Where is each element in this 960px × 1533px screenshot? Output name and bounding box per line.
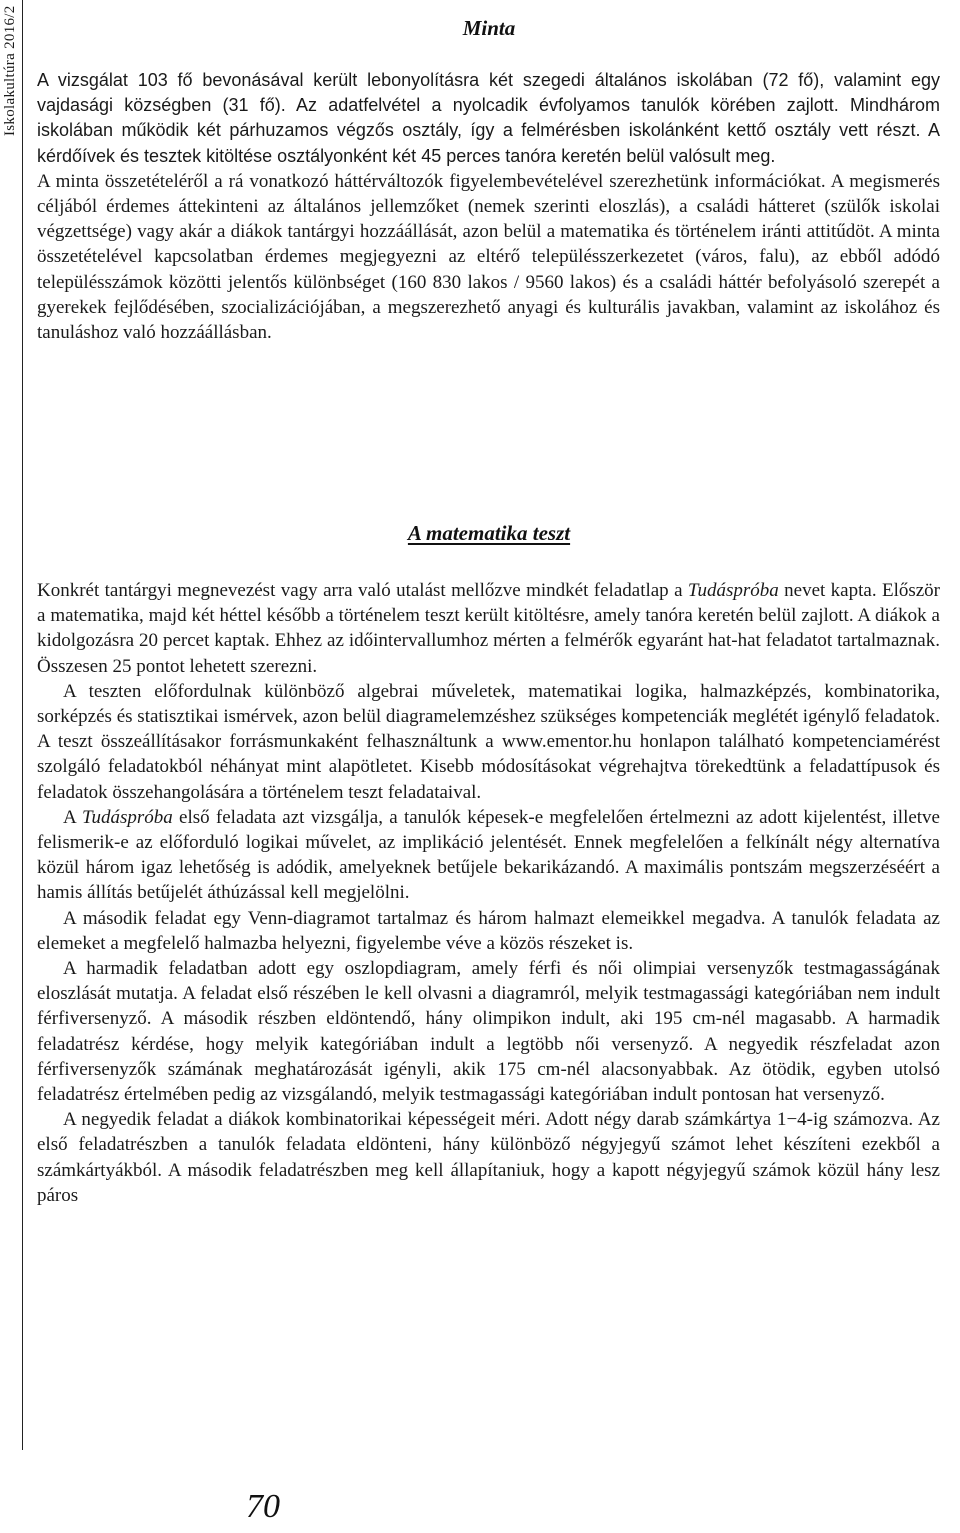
section-minta-body [37, 68, 940, 345]
test-name-italic: Tudáspróba [687, 580, 779, 601]
journal-label: Iskolakultúra 2016/2 [2, 5, 18, 136]
section-title-minta: Minta [462, 16, 516, 40]
paragraph-test-intro: Konkrét tantárgyi megnevezést vagy arra való utalást mellőzve mindkét feladatlap a Tudáspróba nevet kapta. Először a matematika, majd két héttel később a történelem teszt került kitöltésre, amely tanóra keretén belül zajlott. A diákok a kidolgozásra 20 percet kaptak. Ehhez az időintervallumhoz mérten a felmérők egyaránt hat-hat feladatot tartalmaznak. Összesen 25 pontot lehetett szerezni. [37, 580, 940, 677]
paragraph-task-4: A negyedik feladat a diákok kombinatorikai képességeit méri. Adott négy darab számkártya 1−4-ig számozva. Az első feladatrészben a tanulók feladata eldönteni, hány különböző négyjegyű számot lehet készíteni ezekből a számkártyákból. A második feladatrészben meg kell állapítaniuk, hogy a kapott négyjegyű számok közül hány lesz páros [37, 1109, 940, 1206]
paragraph-sample-description: A vizsgálat 103 fő bevonásával került lebonyolításra két szegedi általános iskolában (72 fő), valamint egy vajdasági községben (31 fő). Az adatfelvétel a nyolcadik évfolyamos tanulók körében zajlott. Mindhárom iskolában működik két párhuzamos végzős osztály, így a felmérésben iskolánként kettő osztály vett részt. A kérdőívek és tesztek kitöltése osztályonként két 45 perces tanóra keretén belül valósult meg. [37, 70, 940, 166]
page-number: 70 [246, 1488, 280, 1525]
section-math-test-body [37, 578, 940, 1208]
paragraph-task-2: A második feladat egy Venn-diagramot tartalmaz és három halmazt elemeikkel megadva. A tanulók feladata az elemeket a megfelelő halmazba helyezni, figyelembe véve a közös részeket is. [37, 907, 940, 954]
paragraph-test-content: A teszten előfordulnak különböző algebrai műveletek, matematikai logika, halmazképzés, kombinatorika, sorképzés és statisztikai ismérvek, azon belül diagramelemzéshez szükséges kompetenciák meglétét igénylő feladatok. A teszt összeállításakor forrásmunkaként felhasználtunk a www.ementor.hu honlapon található kompetenciamérést szolgáló feladatokból néhányat mint alapötletet. Kisebb módosításokat végrehajtva törekedtünk a feladattípusok és feladatok összehangolására a történelem teszt feladataival. [37, 680, 940, 803]
section-title-math-test: A matematika teszt [407, 521, 571, 545]
paragraph-task-3: A harmadik feladatban adott egy oszlopdiagram, amely férfi és női olimpiai versenyzők testmagasságának eloszlását mutatja. A feladat első részében le kell olvasni a diagramról, melyik testmagassági kategóriában nem indult férfiversenyző. A második részben eldöntendő, hány olimpikon indult, aki 195 cm-nél magasabb. A harmadik feladatrész kérdése, hogy melyik kategóriában indult a legtöbb női versenyző. A negyedik részfeladat azon férfiversenyzők számának meghatározását igényli, akik 175 cm-nél alacsonyabbak. Az ötödik, egyben utolsó feladatrész értelmében pedig az vizsgálandó, melyik testmagassági kategóriában indult pontosan hat versenyző. [37, 958, 940, 1106]
test-name-italic: Tudáspróba [81, 806, 173, 828]
journal-sidebar [0, 0, 23, 1450]
paragraph-sample-composition: A minta összetételéről a rá vonatkozó háttérváltozók figyelembevételével szerezhetünk információkat. A megismerés céljából érdemes áttekinteni az általános jellemzőket (nemek szerinti eloszlás), a családi hátteret (szülők iskolai végzettsége) vagy akár a diákok tantárgyi hozzáállását, azon belül a matematika és történelem iránti attitűdöt. A minta összetételével kapcsolatban érdemes megjegyezni az eltérő településszerkezetet (város, falu), az ebből adódó településszámok közötti jelentős különbséget (160 830 lakos / 9560 lakos) és a családi háttér befolyásoló szerepét a gyerekek fejlődésében, szocializációjában, a megszerezhető anyagi és kulturális javakban, valamint az iskolához és tanuláshoz való hozzáállásban. [37, 170, 940, 344]
paragraph-task-1: A Tudáspróba első feladata azt vizsgálja, a tanulók képesek-e megfelelően értelmezni az adott kijelentést, illetve felismerik-e az előforduló logikai művelet, az implikáció jelentését. Ennek megfelelően a felkínált négy alternatíva közül három igaz lehetőség is adódik, amelyeknek betűjele bekarikázandó. A maximális pontszám megszerzéséért a hamis állítás betűjelét áthúzással kell megjelölni. [37, 806, 940, 904]
